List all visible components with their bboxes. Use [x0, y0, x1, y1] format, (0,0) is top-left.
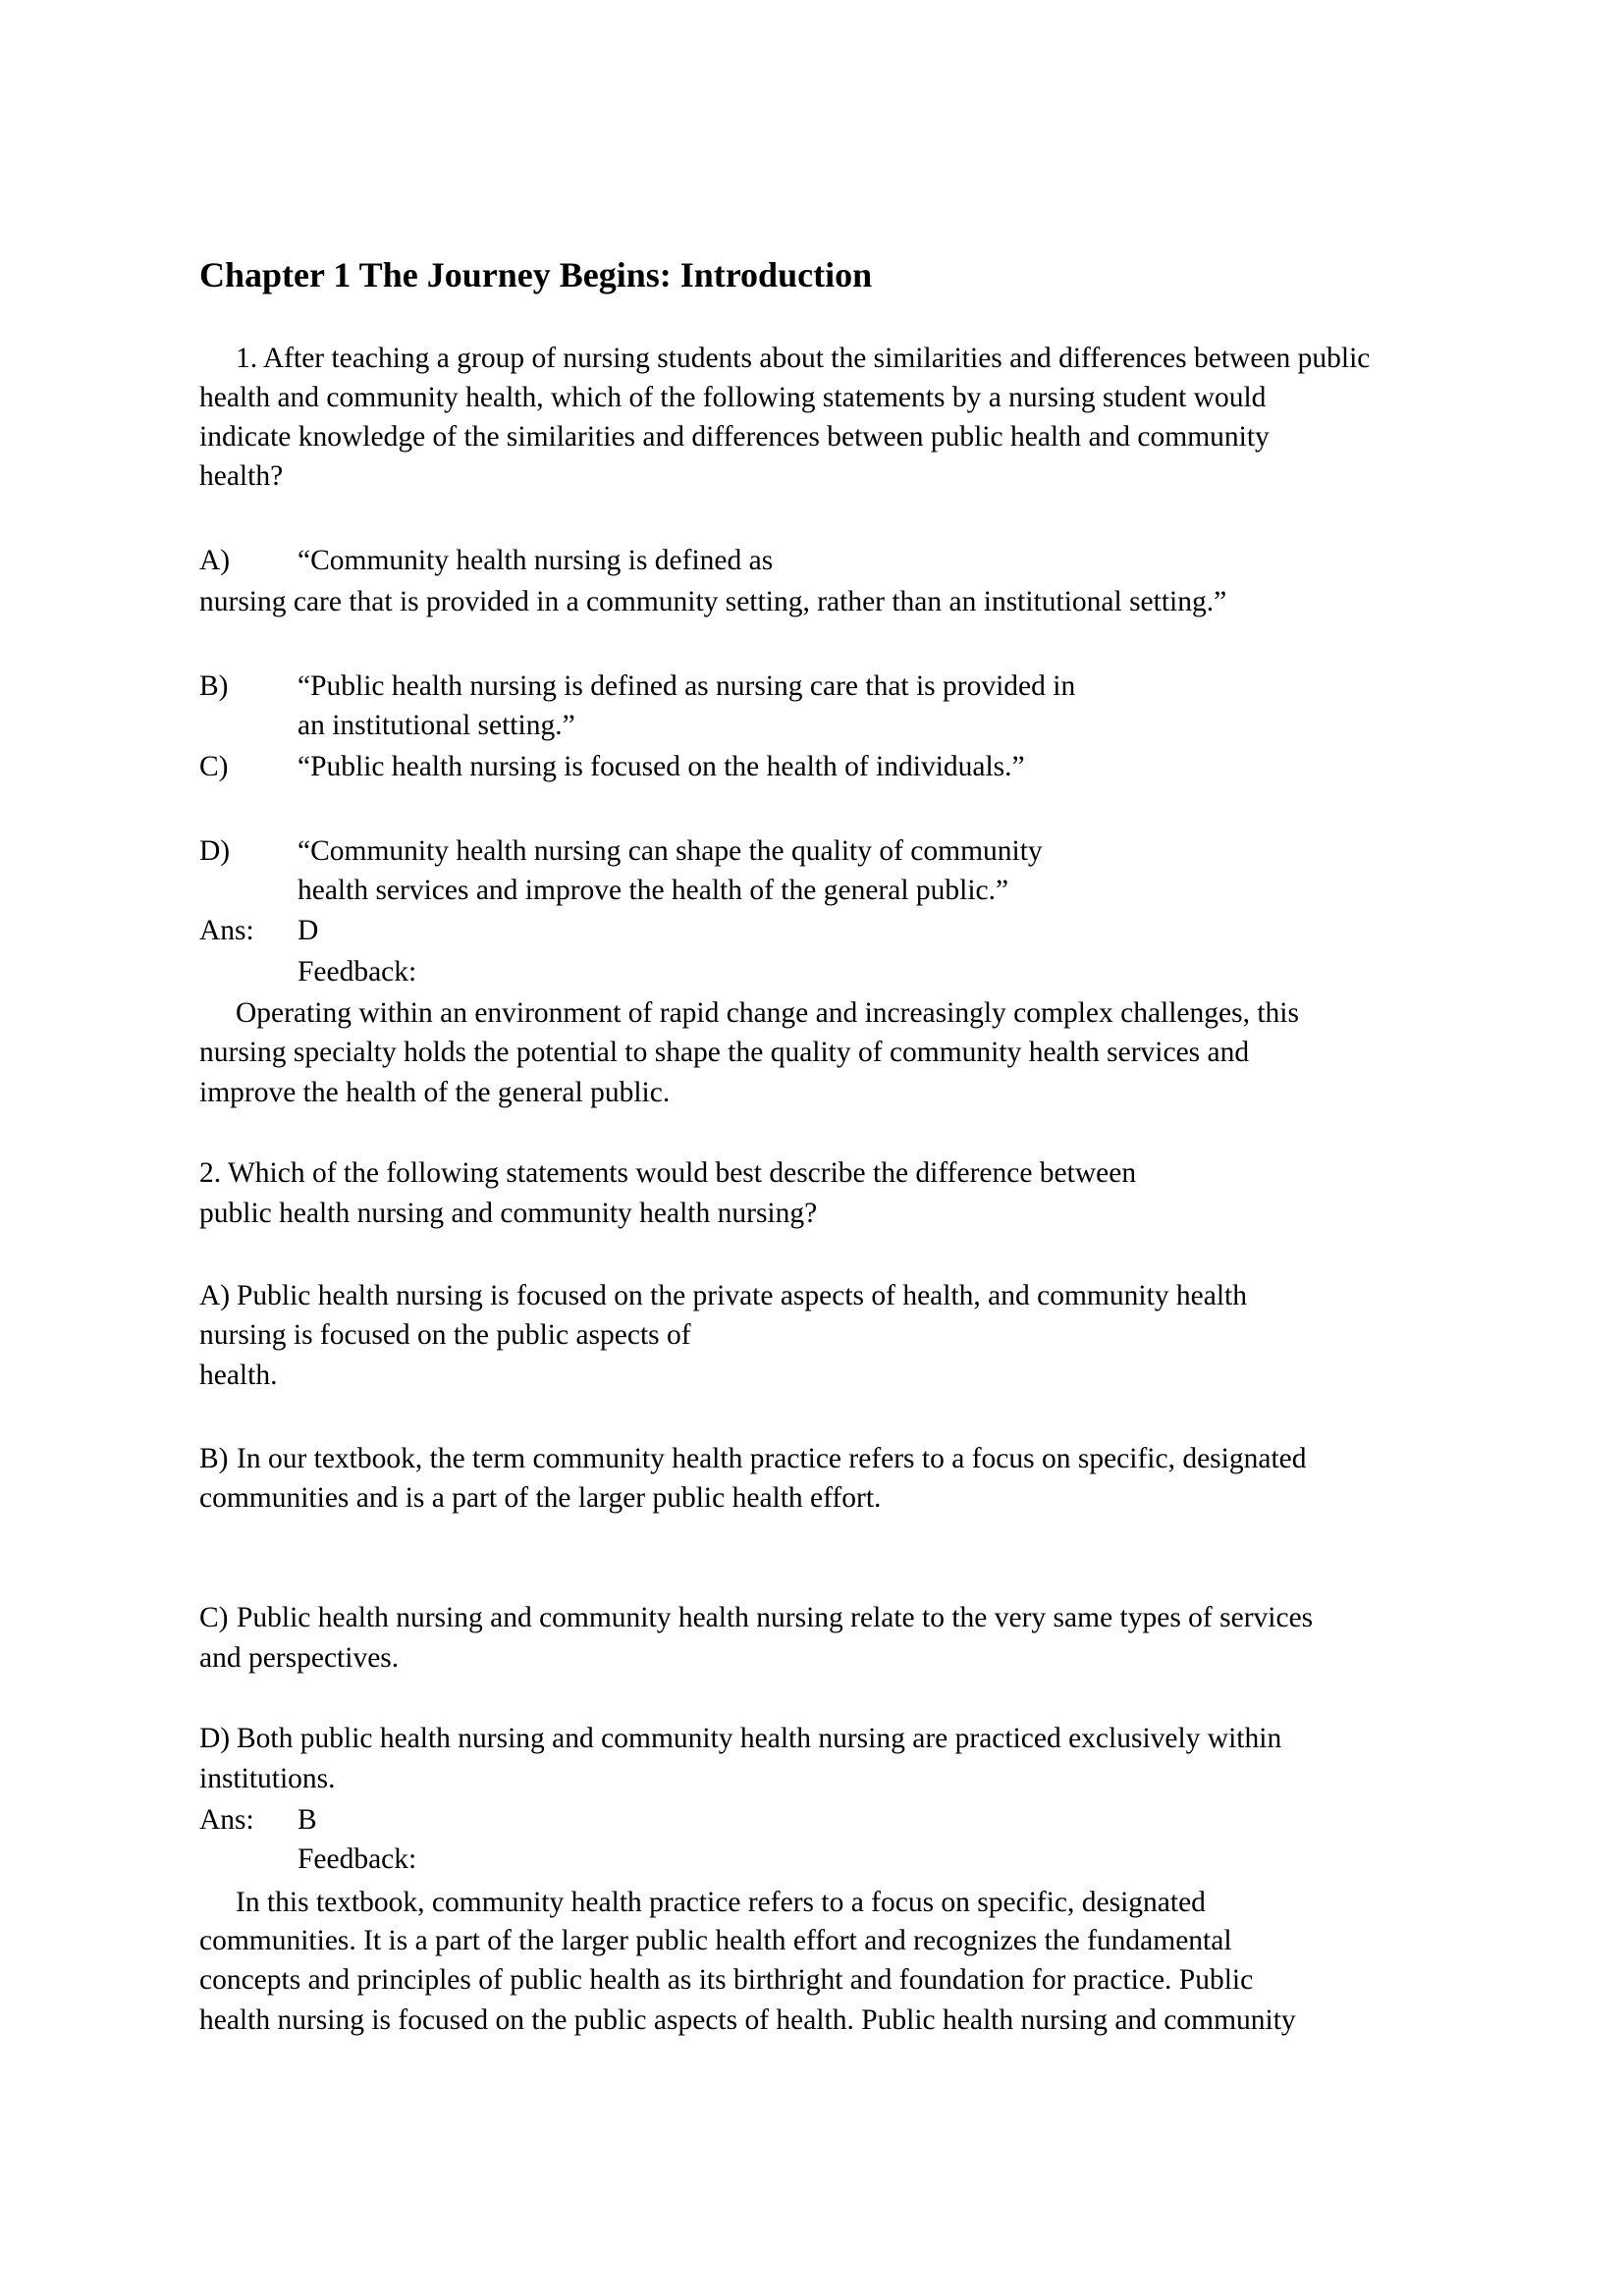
option-a-text: health.: [199, 1360, 278, 1391]
option-label: C): [199, 751, 229, 782]
question-2-stem: 2. Which of the following statements would best describe the difference between: [199, 1157, 1137, 1189]
feedback-text: health nursing is focused on the public aspects of health. Public health nursing and community: [199, 2004, 1296, 2036]
question-2-stem: public health nursing and community health nursing?: [199, 1198, 818, 1229]
feedback-text: communities. It is a part of the larger public health effort and recognizes the fundamental: [199, 1925, 1232, 1956]
option-a-text: nursing care that is provided in a community setting, rather than an institutional setting.”: [199, 586, 1227, 617]
option-label: D): [199, 1723, 231, 1754]
option-d-text: institutions.: [199, 1763, 336, 1794]
question-1-stem: health?: [199, 460, 284, 492]
feedback-text: Operating within an environment of rapid change and increasingly complex challenges, this: [236, 997, 1299, 1029]
question-1-stem: 1. After teaching a group of nursing students about the similarities and differences between public: [236, 343, 1371, 374]
option-label: A): [199, 545, 231, 576]
answer-value: B: [298, 1804, 317, 1836]
option-label: A): [199, 1280, 231, 1311]
option-a-text: nursing is focused on the public aspects of: [199, 1319, 691, 1351]
option-a-text: Public health nursing is focused on the private aspects of health, and community health: [237, 1280, 1247, 1311]
option-c-text: and perspectives.: [199, 1642, 400, 1674]
option-d-text: Both public health nursing and community health nursing are practiced exclusively within: [237, 1723, 1282, 1754]
feedback-label: Feedback:: [298, 956, 417, 988]
feedback-text: In this textbook, community health practice refers to a focus on specific, designated: [236, 1887, 1206, 1918]
answer-label: Ans:: [199, 1804, 254, 1836]
option-b-text: “Public health nursing is defined as nursing care that is provided in: [298, 670, 1076, 702]
feedback-label: Feedback:: [298, 1843, 417, 1875]
option-b-text: In our textbook, the term community health practice refers to a focus on specific, designated: [237, 1443, 1307, 1474]
option-c-text: “Public health nursing is focused on the health of individuals.”: [298, 751, 1025, 782]
chapter-title: Chapter 1 The Journey Begins: Introduction: [199, 255, 873, 294]
option-label: B): [199, 1443, 229, 1474]
option-b-text: communities and is a part of the larger public health effort.: [199, 1482, 882, 1514]
option-label: B): [199, 670, 229, 702]
feedback-text: improve the health of the general public.: [199, 1077, 671, 1108]
option-d-text: “Community health nursing can shape the quality of community: [298, 835, 1043, 867]
option-c-text: Public health nursing and community health nursing relate to the very same types of services: [237, 1602, 1314, 1633]
answer-value: D: [298, 915, 319, 946]
feedback-text: nursing specialty holds the potential to shape the quality of community health services and: [199, 1037, 1250, 1068]
question-1-stem: indicate knowledge of the similarities and differences between public health and community: [199, 421, 1270, 453]
feedback-text: concepts and principles of public health as its birthright and foundation for practice. Public: [199, 1964, 1254, 1996]
option-d-text: health services and improve the health of the general public.”: [298, 875, 1009, 906]
question-1-stem: health and community health, which of the following statements by a nursing student would: [199, 382, 1267, 413]
option-label: D): [199, 835, 231, 867]
answer-label: Ans:: [199, 915, 254, 946]
option-a-text: “Community health nursing is defined as: [298, 545, 774, 576]
option-b-text: an institutional setting.”: [298, 710, 575, 741]
option-label: C): [199, 1602, 229, 1633]
